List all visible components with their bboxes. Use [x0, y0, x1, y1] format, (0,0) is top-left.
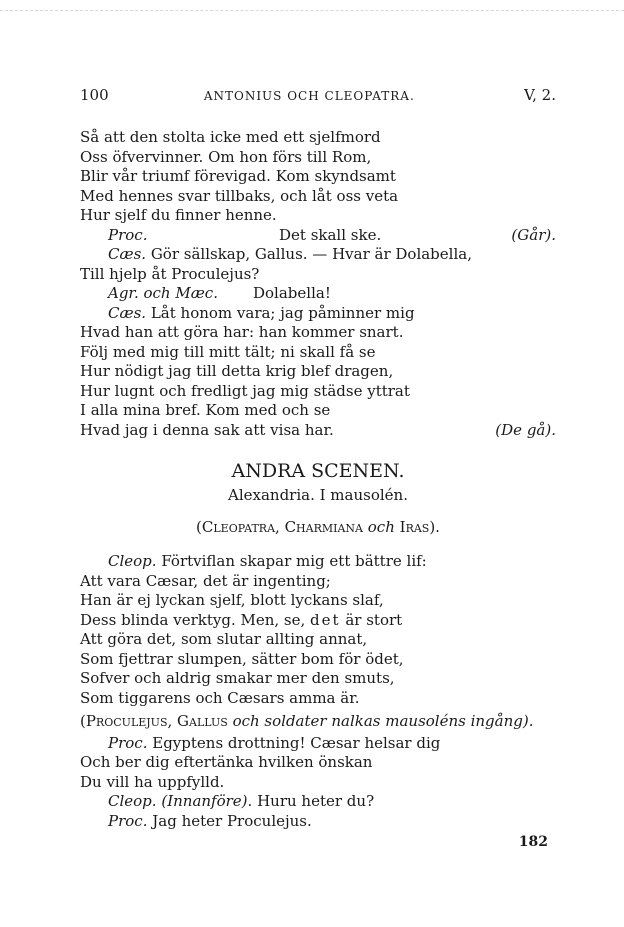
speaker-name: Cæs. [108, 245, 147, 263]
verse-line [80, 812, 556, 832]
character-name: Proculejus [85, 712, 168, 730]
character-name: Gallus [177, 712, 228, 730]
verse-line: Att göra det, som slutar allting annat, [80, 630, 368, 648]
verse-line: Med hennes svar tillbaks, och låt oss veta [80, 186, 399, 205]
verse-line [80, 421, 556, 441]
character-name: Iras [399, 518, 430, 536]
running-header [80, 86, 556, 108]
verse-line: Blir vår triumf förevigad. Kom skyndsamt [80, 167, 396, 185]
verse-text: Egyptens drottning! Cæsar helsar dig [152, 733, 441, 752]
character-name: Cleopatra [201, 518, 276, 536]
verse-line: Som fjettrar slumpen, sätter bom för ödet, [80, 649, 404, 668]
stage-direction-entry: (Proculejus, Gallus och soldater nalkas mausoléns ingång). [80, 712, 534, 730]
verse-line: Att vara Cæsar, det är ingenting; [80, 571, 331, 590]
scan-artifact-line [0, 10, 624, 17]
verse-line: Till hjelp åt Proculejus? [80, 264, 260, 283]
verse-line: Hur lugnt och fredligt jag mig städse yttrat [80, 381, 410, 400]
verse-line: Och ber dig eftertänka hvilken önskan [80, 753, 373, 771]
verse-line: Följ med mig till mitt tält; ni skall få se [80, 342, 376, 361]
verse-line [80, 734, 556, 754]
verse-text: Huru heter du? [257, 792, 375, 810]
speaker-name: Agr. och Mæc. [108, 284, 218, 302]
verse-line: Du vill ha uppfylld. [80, 772, 225, 791]
stage-direction: (De gå). [495, 420, 556, 439]
verse-text: Förtviflan skapar mig ett bättre lif: [161, 552, 427, 570]
scene-characters: (Cleopatra, Charmiana och Iras). [196, 518, 440, 536]
verse-line: Så att den stolta icke med ett sjelfmord [80, 128, 381, 146]
character-name: Charmiana [284, 518, 363, 536]
signature-mark: 182 [518, 834, 548, 850]
verse-line: Oss öfvervinner. Om hon förs till Rom, [80, 147, 372, 166]
stage-direction: (Innanföre). [161, 792, 253, 810]
verse-text: Jag heter Proculejus. [152, 811, 312, 830]
verse-line [80, 226, 556, 246]
verse-line: Dess blinda verktyg. Men, se, det är stort [80, 610, 403, 629]
speaker-name: Proc. [108, 811, 148, 830]
speaker-name: Cleop. [108, 552, 157, 570]
scene-location: Alexandria. I mausolén. [228, 486, 408, 504]
verse-text: Gör sällskap, Gallus. — Hvar är Dolabella, [150, 245, 472, 263]
verse-line [80, 245, 556, 265]
verse-line: Hur nödigt jag till detta krig blef dragen, [80, 362, 394, 380]
verse-line: I alla mina bref. Kom med och se [80, 401, 331, 419]
emphasis-word: det [310, 610, 341, 629]
book-page [80, 86, 556, 831]
verse-text: Hvad jag i denna sak att visa har. [80, 420, 334, 439]
verse-line [80, 304, 556, 324]
speaker-name: Proc. [108, 225, 148, 244]
running-title: ANTONIUS OCH CLEOPATRA. [203, 89, 415, 103]
speaker-name: Cleop. [108, 792, 157, 810]
verse-line [80, 284, 556, 304]
act-scene-ref: V, 2. [523, 86, 556, 104]
verse-text: Dolabella! [253, 284, 331, 302]
page-number: 100 [80, 86, 109, 104]
verse-line: Sofver och aldrig smakar mer den smuts, [80, 669, 395, 687]
verse-line: Hvad han att göra har: han kommer snart. [80, 323, 404, 341]
verse-line: Han är ej lyckan sjelf, blott lyckans slaf, [80, 591, 384, 609]
verse-text: Låt honom vara; jag påminner mig [150, 303, 415, 322]
verse-line [80, 792, 556, 812]
verse-line [80, 552, 556, 572]
stage-direction: (Går). [511, 225, 556, 244]
verse-line: Hur sjelf du finner henne. [80, 206, 277, 224]
speaker-name: Proc. [108, 733, 148, 752]
verse-line: Som tiggarens och Cæsars amma är. [80, 688, 360, 707]
scene-title: ANDRA SCENEN. [231, 460, 405, 482]
speaker-name: Cæs. [108, 303, 147, 322]
verse-text: Det skall ske. [279, 225, 382, 244]
